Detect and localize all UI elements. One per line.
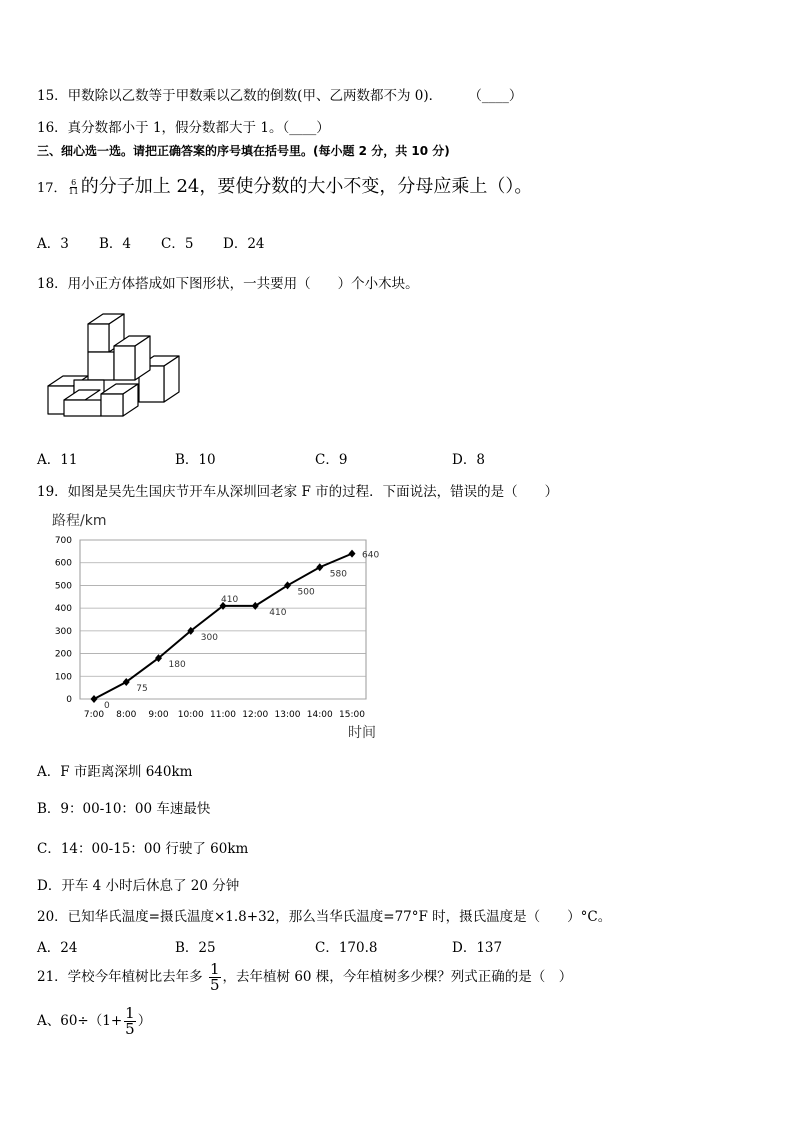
y-tick-label: 100 xyxy=(54,672,72,683)
distance-time-chart xyxy=(40,505,400,749)
question-19 xyxy=(37,480,558,500)
option-d[interactable] xyxy=(223,232,265,252)
data-label: 300 xyxy=(200,632,218,643)
option-a[interactable] xyxy=(37,448,77,468)
question-18-text: 18．用小正方体搭成如下图形状，一共要用（ ）个小木块。 xyxy=(37,276,419,292)
data-point xyxy=(349,550,356,558)
option-a[interactable] xyxy=(37,936,77,956)
x-tick-label: 7:00 xyxy=(83,710,105,720)
question-17-options xyxy=(37,232,337,254)
fraction-denominator: 5 xyxy=(125,1020,135,1038)
question-19-option-a[interactable] xyxy=(37,760,192,780)
data-label: 410 xyxy=(221,594,239,605)
question-20 xyxy=(37,905,611,925)
option-b[interactable] xyxy=(175,448,216,468)
question-21-fraction xyxy=(209,962,221,993)
data-label: 500 xyxy=(297,587,315,598)
question-16 xyxy=(37,116,330,136)
option-a-fraction xyxy=(124,1006,136,1037)
question-17-fraction xyxy=(69,179,79,196)
y-tick-label: 0 xyxy=(66,695,72,705)
option-a-label-after: ） xyxy=(137,1013,152,1029)
chart-ylabel: 路程/km xyxy=(52,513,107,529)
data-point xyxy=(252,602,259,610)
chart-svg xyxy=(40,505,400,745)
fraction-denominator: 5 xyxy=(209,976,220,994)
question-15-text: 15．甲数除以乙数等于甲数乘以乙数的倒数(甲、乙两数都不为 0)． xyxy=(37,88,443,104)
y-tick-label: 700 xyxy=(54,536,72,546)
question-18 xyxy=(37,272,419,292)
question-17-number: 17． xyxy=(37,181,67,196)
data-point xyxy=(316,563,323,571)
option-c[interactable] xyxy=(315,448,347,468)
option-a-label: A．F 市距离深圳 640km xyxy=(37,764,193,780)
x-tick-label: 14:00 xyxy=(306,710,333,720)
question-19-option-b[interactable] xyxy=(37,797,210,817)
option-a-label: A．11 xyxy=(37,452,78,468)
option-c-label: C．170.8 xyxy=(315,940,378,956)
data-label: 0 xyxy=(104,701,110,711)
question-15 xyxy=(37,84,522,104)
option-c-label: C．9 xyxy=(315,452,348,468)
cube-figure-svg xyxy=(44,310,184,418)
x-tick-label: 13:00 xyxy=(274,710,301,720)
y-tick-label: 500 xyxy=(54,581,72,592)
option-b-label: B．25 xyxy=(175,940,216,956)
question-20-text: 20．已知华氏温度=摄氏温度×1.8+32，那么当华氏温度=77°F 时，摄氏温度是（ ）°C。 xyxy=(37,909,612,925)
plot-area-frame xyxy=(80,540,366,699)
data-point xyxy=(91,695,98,703)
question-17 xyxy=(37,172,532,198)
option-c-label: C．5 xyxy=(161,236,194,252)
option-b-label: B．10 xyxy=(175,452,216,468)
option-d-label: D．137 xyxy=(452,940,503,956)
y-tick-label: 400 xyxy=(54,604,72,615)
option-b-label: B．4 xyxy=(99,236,132,252)
data-label: 410 xyxy=(269,607,287,618)
option-c[interactable] xyxy=(315,936,377,956)
option-c-label: C．14：00-15：00 行驶了 60km xyxy=(37,841,249,857)
question-16-text: 16．真分数都小于 1，假分数都大于 1。（____） xyxy=(37,120,330,136)
x-tick-label: 11:00 xyxy=(210,710,236,720)
option-d[interactable] xyxy=(452,936,502,956)
option-b[interactable] xyxy=(99,232,131,252)
option-b-label: B．9：00-10：00 车速最快 xyxy=(37,801,211,817)
data-label: 75 xyxy=(136,683,148,694)
question-21-text-after: ，去年植树 60 棵，今年植树多少棵？列式正确的是（ ） xyxy=(222,969,573,985)
fraction-denominator: 11 xyxy=(68,186,79,196)
y-tick-label: 600 xyxy=(54,558,72,569)
option-d-label: D．8 xyxy=(452,452,485,468)
series-line xyxy=(94,554,352,699)
y-tick-label: 300 xyxy=(54,626,72,637)
x-tick-label: 8:00 xyxy=(116,710,137,720)
y-tick-label: 200 xyxy=(54,649,72,660)
question-17-text: 的分子加上 24，要使分数的大小不变，分母应乘上（）。 xyxy=(80,176,533,197)
fraction-numerator: 6 xyxy=(71,177,77,187)
question-15-answer-bracket: （____） xyxy=(468,88,523,104)
option-d-label: D．24 xyxy=(223,236,265,252)
data-label: 640 xyxy=(362,550,380,561)
data-point xyxy=(284,581,291,589)
option-b[interactable] xyxy=(175,936,216,956)
x-tick-label: 12:00 xyxy=(242,710,269,720)
option-a-label: A．3 xyxy=(37,236,69,252)
option-c[interactable] xyxy=(161,232,193,252)
fraction-numerator: 1 xyxy=(209,960,220,978)
x-tick-label: 9:00 xyxy=(148,710,169,720)
fraction-numerator: 1 xyxy=(125,1004,135,1022)
option-a-label: A．24 xyxy=(37,940,78,956)
option-a[interactable] xyxy=(37,232,69,252)
question-20-options xyxy=(37,936,737,956)
question-19-option-d[interactable] xyxy=(37,874,239,894)
option-d-label: D．开车 4 小时后休息了 20 分钟 xyxy=(37,878,240,894)
chart-xlabel: 时间 xyxy=(348,725,376,741)
question-19-option-c[interactable] xyxy=(37,837,248,857)
x-tick-label: 10:00 xyxy=(177,710,204,720)
x-tick-label: 15:00 xyxy=(339,710,365,720)
data-label: 180 xyxy=(168,660,186,671)
question-21-option-a[interactable] xyxy=(37,1006,151,1037)
cube-figure xyxy=(44,310,184,422)
question-21 xyxy=(37,962,572,993)
question-19-text: 19．如图是吴先生国庆节开车从深圳回老家 F 市的过程．下面说法，错误的是（ ） xyxy=(37,484,559,500)
option-a-label-before: A、60÷（1+ xyxy=(37,1013,123,1029)
data-label: 580 xyxy=(329,569,347,580)
question-18-options xyxy=(37,448,737,468)
option-d[interactable] xyxy=(452,448,485,468)
section-3-title: 三、细心选一选。请把正确答案的序号填在括号里。(每小题 2 分，共 10 分) xyxy=(37,144,450,158)
question-21-text-before: 21．学校今年植树比去年多 xyxy=(37,969,203,985)
